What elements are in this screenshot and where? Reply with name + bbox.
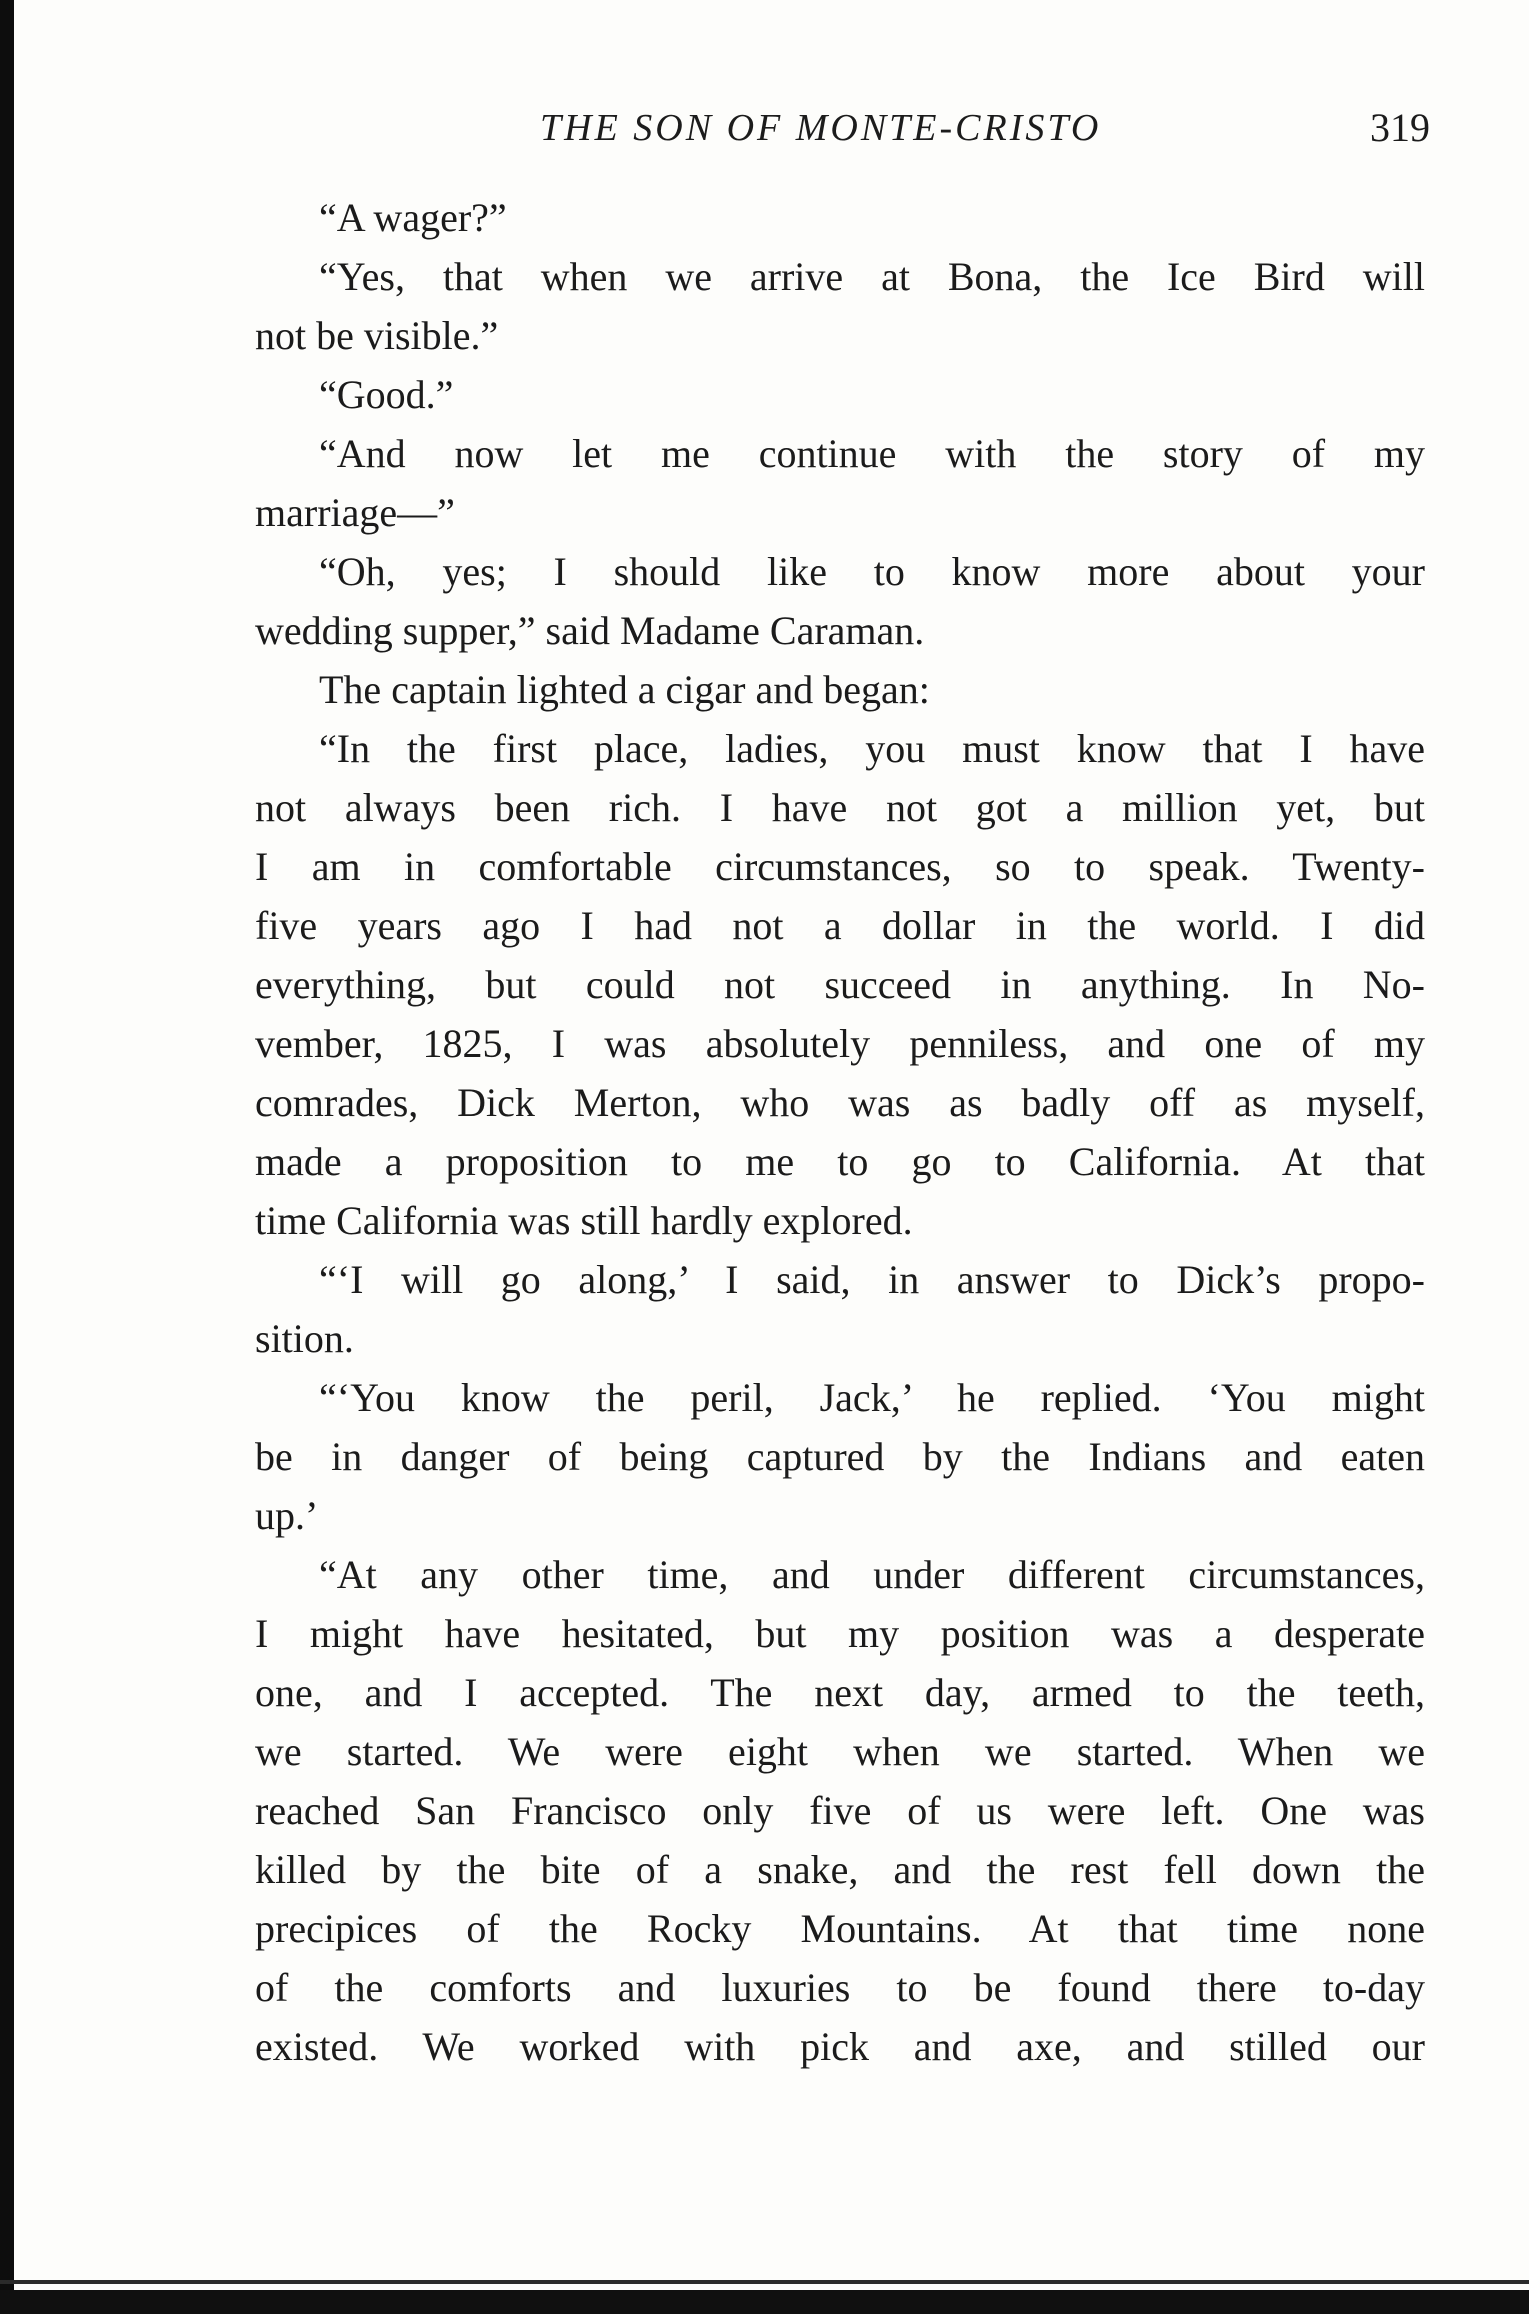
text-line: time California was still hardly explored. bbox=[255, 1198, 913, 1243]
text-line: existed. We worked with pick and axe, and stilled our bbox=[255, 2024, 1425, 2069]
text-line: I am in comfortable circumstances, so to speak. Twenty- bbox=[255, 844, 1425, 889]
text-line: not be visible.” bbox=[255, 313, 499, 358]
page-number: 319 bbox=[1370, 105, 1430, 150]
text-line: The captain lighted a cigar and began: bbox=[319, 667, 930, 712]
text-line: everything, but could not succeed in anything. In No- bbox=[255, 962, 1425, 1007]
text-line: “‘You know the peril, Jack,’ he replied. ‘You might bbox=[319, 1375, 1425, 1420]
text-line: “A wager?” bbox=[319, 195, 507, 240]
text-line: precipices of the Rocky Mountains. At that time none bbox=[255, 1906, 1425, 1951]
text-line: five years ago I had not a dollar in the world. I did bbox=[255, 903, 1425, 948]
text-line: “Yes, that when we arrive at Bona, the Ice Bird will bbox=[319, 254, 1425, 299]
text-line: of the comforts and luxuries to be found there to-day bbox=[255, 1965, 1425, 2010]
text-line: marriage—” bbox=[255, 490, 455, 535]
text-line: “Good.” bbox=[319, 372, 454, 417]
text-line: “‘I will go along,’ I said, in answer to Dick’s propo- bbox=[319, 1257, 1425, 1302]
text-line: be in danger of being captured by the Indians and eaten bbox=[255, 1434, 1425, 1479]
page-bottom-edge bbox=[0, 2290, 1529, 2314]
text-line: “In the first place, ladies, you must know that I have bbox=[319, 726, 1425, 771]
text-line: up.’ bbox=[255, 1493, 319, 1538]
text-line: one, and I accepted. The next day, armed to the teeth, bbox=[255, 1670, 1425, 1715]
text-line: “Oh, yes; I should like to know more about your bbox=[319, 549, 1425, 594]
body-text bbox=[255, 188, 1425, 2076]
text-line: we started. We were eight when we started. When we bbox=[255, 1729, 1425, 1774]
text-line: “And now let me continue with the story of my bbox=[319, 431, 1425, 476]
bottom-rule bbox=[0, 2280, 1529, 2284]
running-head: THE SON OF MONTE-CRISTO bbox=[540, 107, 1102, 149]
page-header bbox=[250, 98, 1430, 158]
text-line: not always been rich. I have not got a million yet, but bbox=[255, 785, 1425, 830]
page-binding-edge bbox=[0, 0, 14, 2314]
text-line: comrades, Dick Merton, who was as badly off as myself, bbox=[255, 1080, 1425, 1125]
text-line: wedding supper,” said Madame Caraman. bbox=[255, 608, 925, 653]
text-line: vember, 1825, I was absolutely penniless, and one of my bbox=[255, 1021, 1425, 1066]
text-line: killed by the bite of a snake, and the rest fell down the bbox=[255, 1847, 1425, 1892]
text-line: “At any other time, and under different circumstances, bbox=[319, 1552, 1425, 1597]
text-line: sition. bbox=[255, 1316, 354, 1361]
text-line: reached San Francisco only five of us were left. One was bbox=[255, 1788, 1425, 1833]
text-line: made a proposition to me to go to California. At that bbox=[255, 1139, 1425, 1184]
text-line: I might have hesitated, but my position was a desperate bbox=[255, 1611, 1425, 1656]
